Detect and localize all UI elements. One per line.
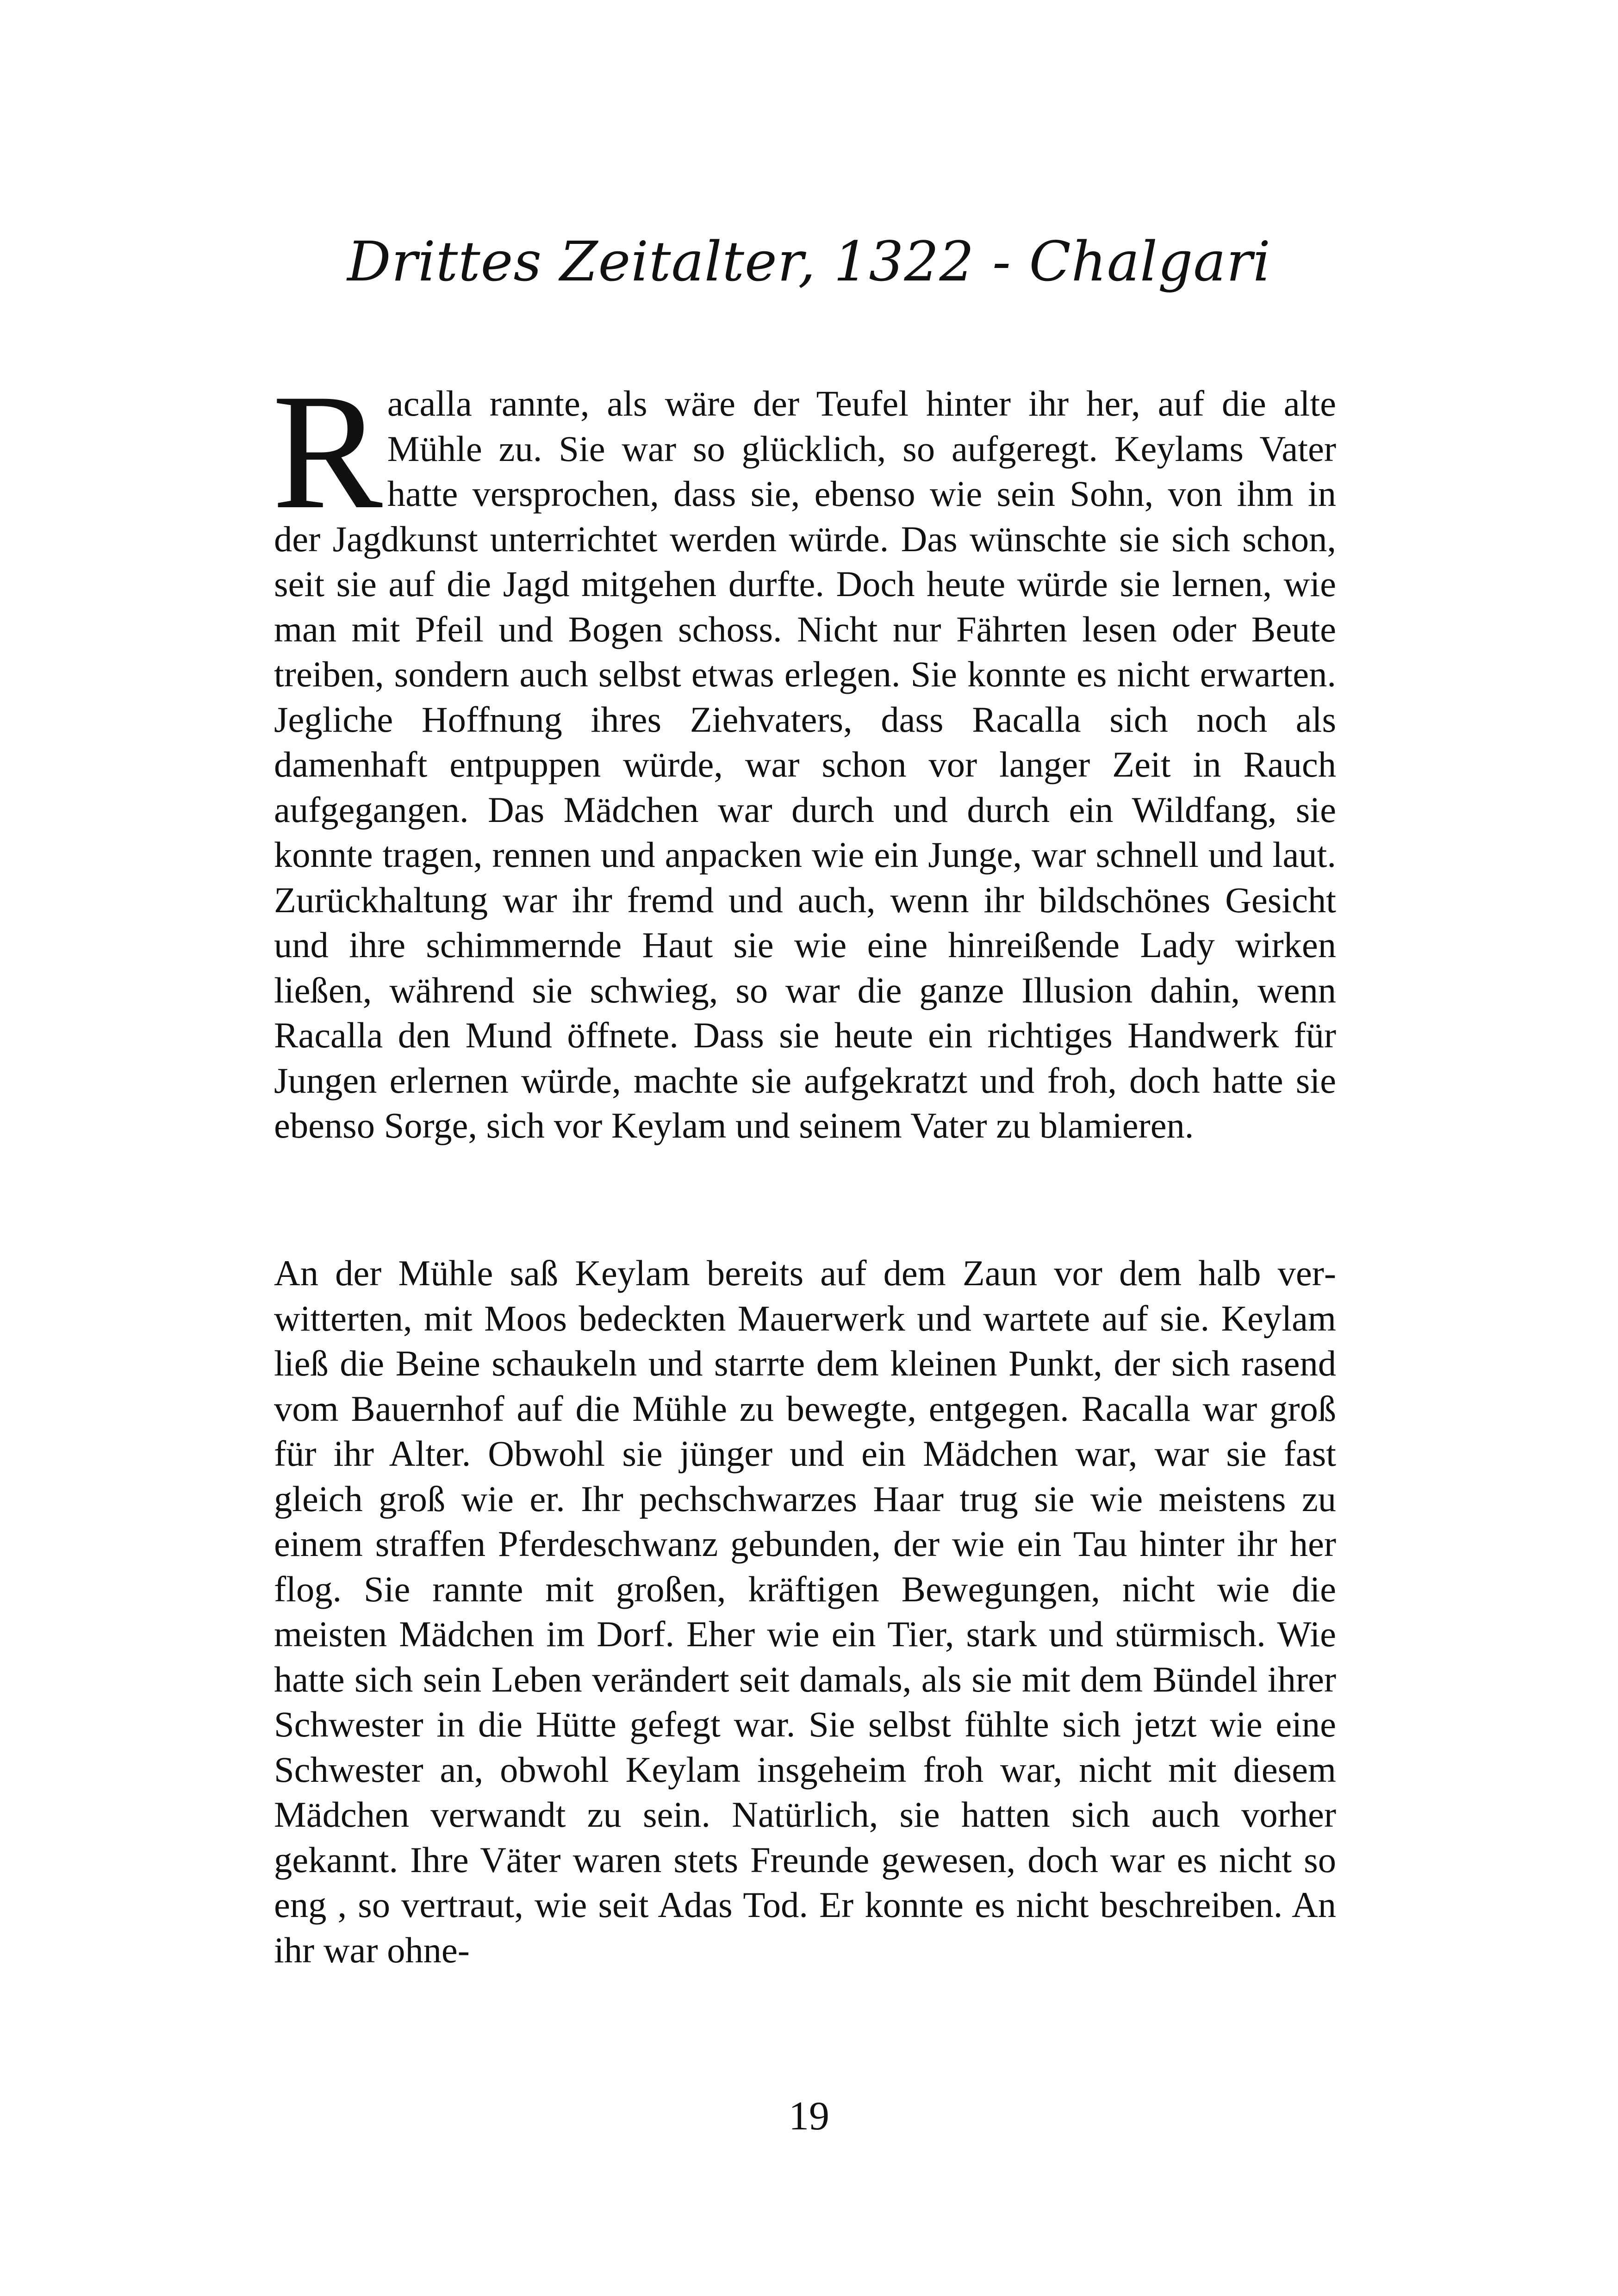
page-number: 19	[789, 2094, 829, 2139]
paragraph-first	[272, 360, 1336, 1148]
paragraph-first-text: acalla rannte, als wäre der Teufel hinter ihr her, auf die alte Mühle zu. Sie war so glücklich, so aufgeregt. Keylams Vater hatte versprochen, dass sie, ebenso wie sein Sohn, von ihm in der Jagdkunst unterrichtet werden würde. Das wünschte sie sich schon, seit sie auf die Jagd mitgehen durfte. Doch heute würde sie lernen, wie man mit Pfeil und Bogen schoss. Nicht nur Fährten lesen oder Beute treiben, sondern auch selbst etwas erlegen. Sie konnte es nicht erwarten. Jegliche Hoffnung ihres Ziehvaters, dass Racalla sich noch als damenhaft entpuppen würde, war schon vor langer Zeit in Rauch aufgegangen. Das Mädchen war durch und durch ein Wildfang, sie konnte tragen, rennen und anpacken wie ein Junge, war schnell und laut. Zurückhaltung war ihr fremd und auch, wenn ihr bildschönes Gesicht und ihre schimmernde Haut sie wie eine hinreißende Lady wirken ließen, während sie schwieg, so war die ganze Illusion dahin, wenn Racalla den Mund öffnete. Dass sie heute ein richtiges Handwerk für Jungen erlernen würde, machte sie aufgekratzt und froh, doch hatte sie ebenso Sorge, sich vor Keylam und seinem Vater zu blamieren.	[274, 383, 1336, 1145]
chapter-title: Drittes Zeitalter, 1322 - Chalgari	[347, 230, 1271, 293]
drop-cap: R	[272, 360, 383, 543]
paragraph-second: An der Mühle saß Keylam bereits auf dem Zaun vor dem halb verwitterten, mit Moos bedeckten Mauerwerk und wartete auf sie. Keylam ließ die Beine schaukeln und starrte dem kleinen Punkt, der sich rasend vom Bauernhof auf die Mühle zu bewegte, entgegen. Racalla war groß für ihr Alter. Obwohl sie jünger und ein Mädchen war, war sie fast gleich groß wie er. Ihr pechschwarzes Haar trug sie wie meistens zu einem straffen Pferdeschwanz gebunden, der wie ein Tau hinter ihr her flog. Sie rannte mit großen, kräftigen Bewegungen, nicht wie die meisten Mädchen im Dorf. Eher wie ein Tier, stark und stürmisch. Wie hatte sich sein Leben verändert seit damals, als sie mit dem Bündel ihrer Schwester in die Hütte gefegt war. Sie selbst fühlte sich jetzt wie eine Schwester an, obwohl Keylam insgeheim froh war, nicht mit diesem Mädchen verwandt zu sein. Natürlich, sie hatten sich auch vorher gekannt. Ihre Väter waren stets Freunde gewesen, doch war es nicht so eng , so vertraut, wie seit Adas Tod. Er konnte es nicht beschreiben. An ihr war ohne-	[274, 1253, 1336, 1970]
